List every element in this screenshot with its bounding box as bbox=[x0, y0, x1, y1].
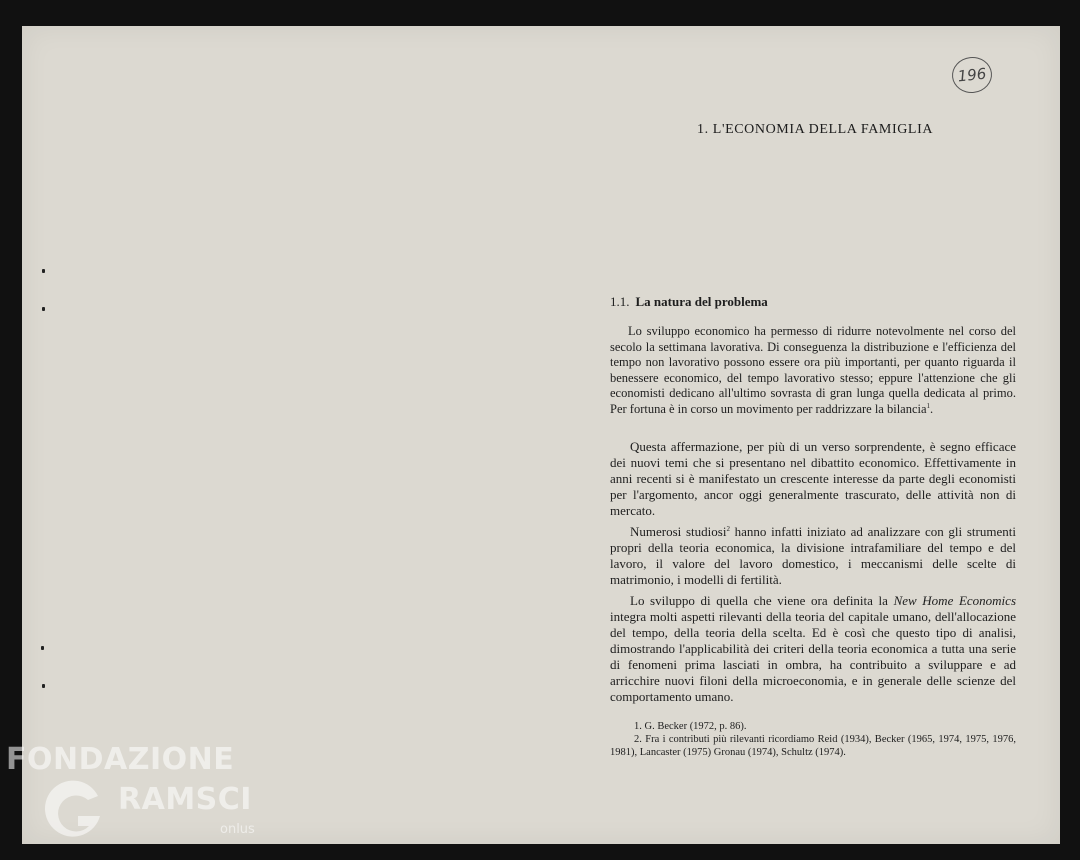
section-heading bbox=[610, 294, 1016, 310]
folio-number: 196 bbox=[950, 55, 994, 95]
paragraph-4 bbox=[610, 593, 1016, 705]
paragraph-4-start: Lo sviluppo di quella che viene ora definita la bbox=[630, 593, 894, 608]
paragraph-2: Questa affermazione, per più di un verso sorprendente, è segno efficace dei nuovi temi che si presentano nel dibattito economico. Effettivamente in anni recenti si è manifestato un crescente interesse da parte degli economisti per l'argomento, ancor oggi generalmente trascurato, delle attività non di mercato. bbox=[610, 439, 1016, 518]
new-home-economics-term: New Home Economics bbox=[893, 593, 1016, 608]
watermark-g-icon bbox=[40, 774, 110, 844]
body-text bbox=[610, 439, 1016, 710]
watermark-line1: FONDAZIONE bbox=[6, 742, 235, 777]
footnote-1: 1. G. Becker (1972, p. 86). bbox=[634, 721, 747, 732]
watermark-onlus: onlus bbox=[220, 822, 255, 837]
section-number: 1.1. bbox=[610, 294, 630, 309]
paragraph-1-end: . bbox=[930, 401, 934, 416]
footnote-ref-2: 2 bbox=[726, 525, 730, 533]
paragraph-1-text: Lo sviluppo economico ha permesso di ridurre notevolmente nel corso del secolo la settimana lavorativa. Di conseguenza la distribuzione e l'efficienza del tempo non lavorativo possono essere ora più importanti, per quanto riguarda il benessere economico, del tempo lavorativo stesso; eppure l'attenzione che gli economisti dedicano all'ultimo sovrasta di gran lunga quella dedicata al primo. Per fortuna è in corso un movimento per raddrizzare la bilancia bbox=[610, 324, 1016, 416]
section-title: La natura del problema bbox=[635, 294, 768, 309]
document-page bbox=[22, 26, 1060, 844]
paragraph-3-start: Numerosi studiosi bbox=[630, 524, 727, 539]
binding-mark bbox=[41, 646, 44, 650]
watermark-logo bbox=[6, 742, 286, 842]
binding-mark bbox=[42, 269, 45, 273]
paragraph-4-rest: integra molti aspetti rilevanti della teoria del capitale umano, dell'allocazione del tempo, della teoria della scelta. Ed è così che questo tipo di analisi, dimostrando l'applicabilità dei criteri della teoria economica a tutta una serie di fenomeni prima lasciati in ombra, ha contribuito a sviluppare e ad arricchire nuovi filoni della microeconomia, e in generale delle scienze del comportamento umano. bbox=[610, 609, 1016, 704]
footnotes bbox=[610, 720, 1016, 759]
watermark-line2: RAMSCI bbox=[118, 782, 252, 817]
binding-mark bbox=[42, 684, 45, 688]
footnote-ref-1: 1 bbox=[926, 401, 931, 410]
paragraph-3 bbox=[610, 524, 1016, 588]
binding-mark bbox=[42, 307, 45, 311]
paragraph-1 bbox=[610, 324, 1016, 417]
footnote-2: 2. Fra i contributi più rilevanti ricordiamo Reid (1934), Becker (1965, 1974, 1975, 1976, 1981), Lancaster (1975) Gronau (1974), Schultz (1974). bbox=[610, 734, 1016, 758]
paragraph-3-rest: hanno infatti iniziato ad analizzare con gli strumenti propri della teoria economica, la divisione intrafamiliare del tempo e del lavoro, il valore del lavoro domestico, i meccanismi delle scelte di matrimonio, i modelli di fertilità. bbox=[610, 524, 1016, 587]
chapter-title: 1. L'ECONOMIA DELLA FAMIGLIA bbox=[697, 122, 934, 137]
